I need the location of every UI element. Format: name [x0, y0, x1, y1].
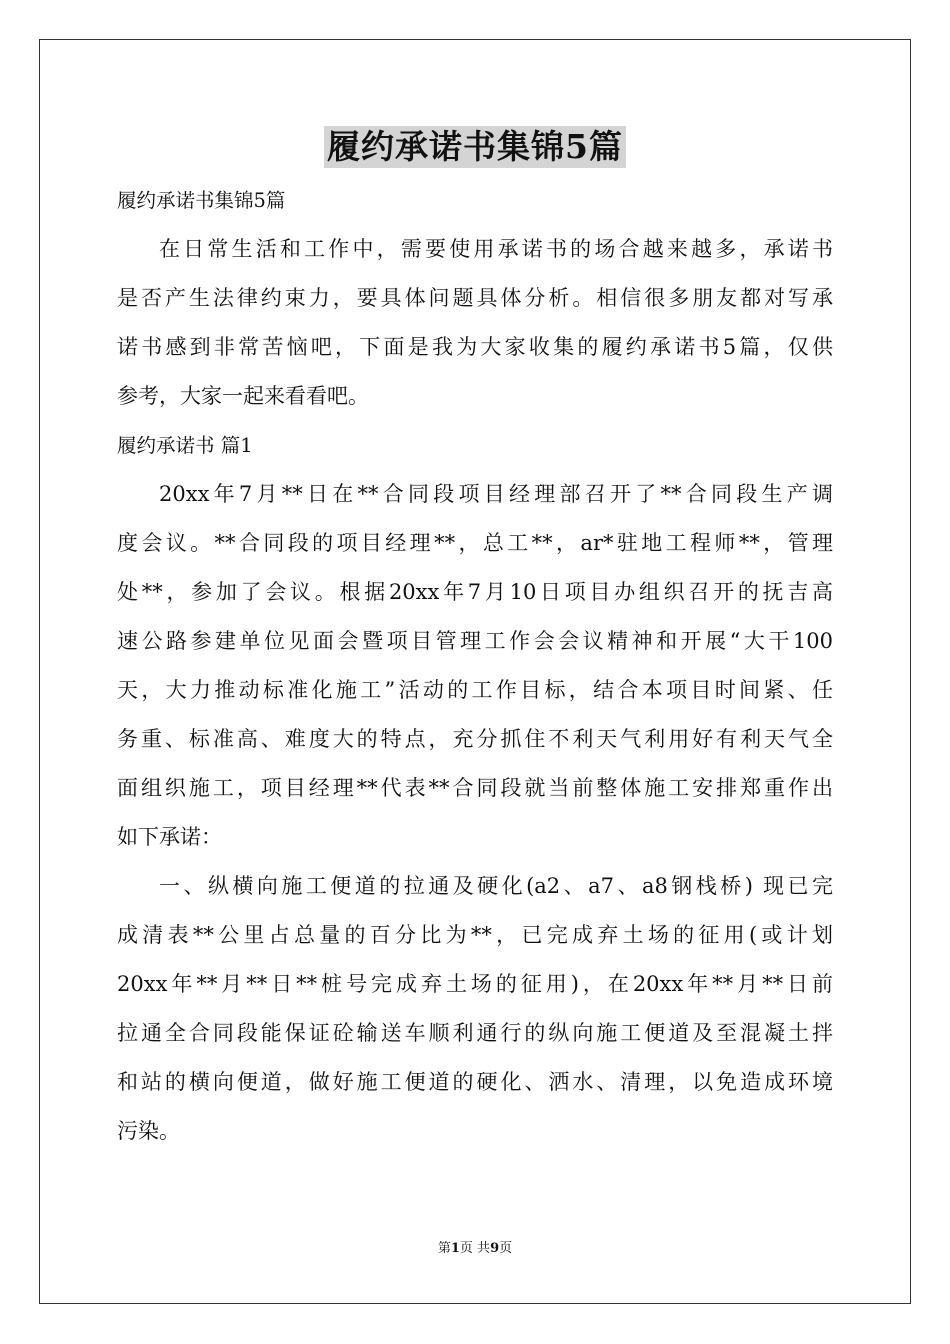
text-line: 是否产生法律约束力，要具体问题具体分析。相信很多朋友都对写承 — [117, 286, 833, 310]
section-heading: 履约承诺书集锦5篇 — [117, 189, 286, 212]
text-line: 拉通全合同段能保证砼输送车顺利通行的纵向施工便道及至混凝土拌 — [117, 1021, 833, 1045]
footer-page-current: 1 — [450, 1241, 460, 1256]
text-line: 处**，参加了会议。根据20xx年7月10日项目办组织召开的抚吉高 — [117, 580, 833, 604]
section-heading: 履约承诺书 篇1 — [117, 434, 253, 457]
text-line: 参考，大家一起来看看吧。 — [117, 384, 369, 408]
footer-mid: 页 共 — [459, 1241, 491, 1256]
text-line: 20xx年**月**日**桩号完成弃土场的征用)，在20xx年**月**日前 — [117, 972, 833, 996]
document-title: 履约承诺书集锦5篇 — [324, 126, 626, 168]
text-line: 务重、标准高、难度大的特点，充分抓住不利天气利用好有利天气全 — [117, 727, 833, 751]
text-line: 面组织施工，项目经理**代表**合同段就当前整体施工安排郑重作出 — [117, 776, 833, 800]
footer-suffix: 页 — [499, 1241, 513, 1256]
text-line: 在日常生活和工作中，需要使用承诺书的场合越来越多，承诺书 — [159, 237, 833, 261]
text-line: 成清表**公里占总量的百分比为**，已完成弃土场的征用(或计划 — [117, 923, 833, 947]
text-line: 速公路参建单位见面会暨项目管理工作会会议精神和开展“大干100 — [117, 629, 833, 653]
text-line: 诺书感到非常苦恼吧，下面是我为大家收集的履约承诺书5篇，仅供 — [117, 335, 833, 359]
page-footer — [0, 1240, 950, 1258]
text-line: 如下承诺： — [117, 825, 222, 849]
footer-page-total: 9 — [490, 1241, 500, 1256]
text-line: 20xx年7月**日在**合同段项目经理部召开了**合同段生产调 — [159, 482, 833, 506]
document-body — [117, 176, 833, 1156]
text-line: 和站的横向便道，做好施工便道的硬化、洒水、清理，以免造成环境 — [117, 1070, 833, 1094]
text-line: 天，大力推动标准化施工”活动的工作目标，结合本项目时间紧、任 — [117, 678, 833, 702]
text-line: 一、纵横向施工便道的拉通及硬化(a2、a7、a8钢栈桥) 现已完 — [159, 874, 833, 898]
footer-prefix: 第 — [437, 1241, 451, 1256]
text-line: 度会议。**合同段的项目经理**，总工**，ar*驻地工程师**，管理 — [117, 531, 833, 555]
text-line: 污染。 — [117, 1119, 180, 1143]
title-block — [0, 126, 950, 168]
